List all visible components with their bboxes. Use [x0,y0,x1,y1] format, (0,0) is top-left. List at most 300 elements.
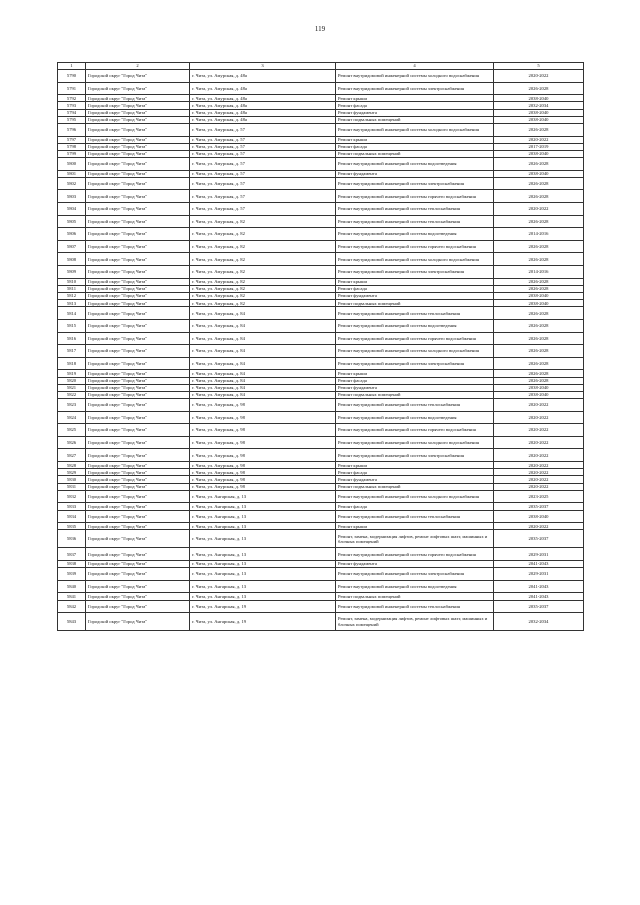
table-row [58,384,584,391]
work-type-cell: Ремонт подвальных помещений [336,150,494,157]
work-type-cell: Ремонт внутридомовой инженерной системы теплоснабжения [336,203,494,216]
owner-cell: Городской округ "Город Чита" [86,70,190,83]
table-row [58,593,584,600]
row-number-cell: 5835 [58,523,86,530]
period-cell: 2026-2028 [494,177,584,190]
address-cell: г. Чита, ул. Амурская, д. 48а [190,82,336,95]
table-row [58,285,584,292]
owner-cell: Городской округ "Город Чита" [86,469,190,476]
header-row [58,63,584,70]
table-row [58,190,584,203]
table-row [58,462,584,469]
owner-cell: Городской округ "Город Чита" [86,462,190,469]
owner-cell: Городской округ "Город Чита" [86,82,190,95]
table-row [58,490,584,503]
owner-cell: Городской округ "Город Чита" [86,332,190,345]
work-type-cell: Ремонт крыши [336,278,494,285]
table-row [58,449,584,462]
period-cell: 2038-2040 [494,109,584,116]
work-type-cell: Ремонт внутридомовой инженерной системы горячего водоснабжения [336,190,494,203]
period-cell: 2038-2040 [494,293,584,300]
work-type-cell: Ремонт внутридомовой инженерной системы холодного водоснабжения [336,123,494,136]
table-row [58,436,584,449]
owner-cell: Городской округ "Город Чита" [86,95,190,102]
address-cell: г. Чита, ул. Ангарская, д. 13 [190,568,336,581]
owner-cell: Городской округ "Город Чита" [86,449,190,462]
period-cell: 2020-2022 [494,399,584,412]
row-number-cell: 5801 [58,170,86,177]
row-number-cell: 5790 [58,70,86,83]
address-cell: г. Чита, ул. Амурская, д. 84 [190,377,336,384]
row-number-cell: 5792 [58,95,86,102]
table-row [58,469,584,476]
period-cell: 2041-2043 [494,560,584,567]
address-cell: г. Чита, ул. Амурская, д. 98 [190,399,336,412]
table-row [58,483,584,490]
work-type-cell: Ремонт внутридомовой инженерной системы холодного водоснабжения [336,70,494,83]
work-type-cell: Ремонт внутридомовой инженерной системы электроснабжения [336,568,494,581]
work-type-cell: Ремонт внутридомовой инженерной системы холодного водоснабжения [336,436,494,449]
table-row [58,580,584,593]
table-row [58,332,584,345]
row-number-cell: 5838 [58,560,86,567]
address-cell: г. Чита, ул. Амурская, д. 82 [190,228,336,241]
owner-cell: Городской округ "Город Чита" [86,424,190,437]
owner-cell: Городской округ "Город Чита" [86,158,190,171]
work-type-cell: Ремонт внутридомовой инженерной системы водоотведения [336,158,494,171]
period-cell: 2014-2016 [494,228,584,241]
repair-schedule-table [57,62,584,631]
period-cell: 2020-2022 [494,136,584,143]
row-number-cell: 5803 [58,190,86,203]
row-number-cell: 5809 [58,266,86,279]
address-cell: г. Чита, ул. Амурская, д. 84 [190,357,336,370]
address-cell: г. Чита, ул. Ангарская, д. 13 [190,523,336,530]
table-row [58,215,584,228]
row-number-cell: 5837 [58,548,86,561]
work-type-cell: Ремонт внутридомовой инженерной системы электроснабжения [336,177,494,190]
table-row [58,123,584,136]
owner-cell: Городской округ "Город Чита" [86,503,190,510]
row-number-cell: 5808 [58,253,86,266]
owner-cell: Городской округ "Город Чита" [86,436,190,449]
work-type-cell: Ремонт внутридомовой инженерной системы водоотведения [336,580,494,593]
table-row [58,300,584,307]
row-number-cell: 5814 [58,307,86,320]
owner-cell: Городской округ "Город Чита" [86,136,190,143]
address-cell: г. Чита, ул. Амурская, д. 98 [190,483,336,490]
work-type-cell: Ремонт внутридомовой инженерной системы горячего водоснабжения [336,424,494,437]
owner-cell: Городской округ "Город Чита" [86,170,190,177]
row-number-cell: 5828 [58,462,86,469]
address-cell: г. Чита, ул. Ангарская, д. 13 [190,548,336,561]
address-cell: г. Чита, ул. Амурская, д. 98 [190,462,336,469]
owner-cell: Городской округ "Город Чита" [86,228,190,241]
period-cell: 2020-2022 [494,469,584,476]
address-cell: г. Чита, ул. Амурская, д. 57 [190,150,336,157]
address-cell: г. Чита, ул. Амурская, д. 82 [190,285,336,292]
row-number-cell: 5796 [58,123,86,136]
address-cell: г. Чита, ул. Амурская, д. 48а [190,102,336,109]
owner-cell: Городской округ "Город Чита" [86,399,190,412]
owner-cell: Городской округ "Город Чита" [86,285,190,292]
work-type-cell: Ремонт внутридомовой инженерной системы холодного водоснабжения [336,345,494,358]
owner-cell: Городской округ "Город Чита" [86,384,190,391]
row-number-cell: 5836 [58,530,86,548]
address-cell: г. Чита, ул. Ангарская, д. 13 [190,530,336,548]
period-cell: 2026-2028 [494,319,584,332]
address-cell: г. Чита, ул. Ангарская, д. 13 [190,593,336,600]
work-type-cell: Ремонт внутридомовой инженерной системы горячего водоснабжения [336,548,494,561]
table-row [58,568,584,581]
table-row [58,293,584,300]
address-cell: г. Чита, ул. Амурская, д. 57 [190,123,336,136]
address-cell: г. Чита, ул. Амурская, д. 57 [190,177,336,190]
work-type-cell: Ремонт крыши [336,523,494,530]
work-type-cell: Ремонт крыши [336,136,494,143]
table-row [58,102,584,109]
table-row [58,548,584,561]
address-cell: г. Чита, ул. Амурская, д. 82 [190,293,336,300]
owner-cell: Городской округ "Город Чита" [86,123,190,136]
table-row [58,476,584,483]
row-number-cell: 5813 [58,300,86,307]
work-type-cell: Ремонт подвальных помещений [336,116,494,123]
owner-cell: Городской округ "Город Чита" [86,278,190,285]
work-type-cell: Ремонт внутридомовой инженерной системы электроснабжения [336,82,494,95]
address-cell: г. Чита, ул. Амурская, д. 98 [190,436,336,449]
owner-cell: Городской округ "Город Чита" [86,613,190,631]
period-cell: 2017-2019 [494,143,584,150]
address-cell: г. Чита, ул. Амурская, д. 84 [190,307,336,320]
owner-cell: Городской округ "Город Чита" [86,580,190,593]
work-type-cell: Ремонт внутридомовой инженерной системы теплоснабжения [336,600,494,613]
table-row [58,266,584,279]
period-cell: 2026-2028 [494,123,584,136]
work-type-cell: Ремонт фундамента [336,476,494,483]
period-cell: 2020-2022 [494,462,584,469]
row-number-cell: 5833 [58,503,86,510]
table-row [58,278,584,285]
table-row [58,503,584,510]
address-cell: г. Чита, ул. Амурская, д. 82 [190,215,336,228]
period-cell: 2038-2040 [494,510,584,523]
row-number-cell: 5811 [58,285,86,292]
work-type-cell: Ремонт фундамента [336,170,494,177]
owner-cell: Городской округ "Город Чита" [86,319,190,332]
period-cell: 2035-2037 [494,600,584,613]
work-type-cell: Ремонт фасада [336,143,494,150]
work-type-cell: Ремонт, замена, модернизация лифтов, ремонт лифтовых шахт, машинных и блочных помещений [336,530,494,548]
address-cell: г. Чита, ул. Амурская, д. 84 [190,345,336,358]
work-type-cell: Ремонт фасада [336,377,494,384]
work-type-cell: Ремонт внутридомовой инженерной системы холодного водоснабжения [336,253,494,266]
owner-cell: Городской округ "Город Чита" [86,530,190,548]
table-row [58,109,584,116]
period-cell: 2038-2040 [494,170,584,177]
row-number-cell: 5805 [58,215,86,228]
period-cell: 2026-2028 [494,357,584,370]
column-header: 2 [86,63,190,70]
owner-cell: Городской округ "Город Чита" [86,370,190,377]
period-cell: 2038-2040 [494,116,584,123]
row-number-cell: 5839 [58,568,86,581]
work-type-cell: Ремонт внутридомовой инженерной системы теплоснабжения [336,307,494,320]
period-cell: 2032-2034 [494,613,584,631]
table-row [58,150,584,157]
address-cell: г. Чита, ул. Амурская, д. 98 [190,411,336,424]
row-number-cell: 5816 [58,332,86,345]
period-cell: 2038-2040 [494,384,584,391]
period-cell: 2026-2028 [494,370,584,377]
work-type-cell: Ремонт внутридомовой инженерной системы горячего водоснабжения [336,240,494,253]
owner-cell: Городской округ "Город Чита" [86,293,190,300]
row-number-cell: 5823 [58,399,86,412]
row-number-cell: 5841 [58,593,86,600]
owner-cell: Городской округ "Город Чита" [86,203,190,216]
table-row [58,370,584,377]
owner-cell: Городской округ "Город Чита" [86,510,190,523]
period-cell: 2020-2022 [494,70,584,83]
work-type-cell: Ремонт подвальных помещений [336,391,494,398]
period-cell: 2020-2022 [494,483,584,490]
table-row [58,253,584,266]
owner-cell: Городской округ "Город Чита" [86,109,190,116]
owner-cell: Городской округ "Город Чита" [86,490,190,503]
address-cell: г. Чита, ул. Амурская, д. 48а [190,70,336,83]
address-cell: г. Чита, ул. Амурская, д. 57 [190,170,336,177]
row-number-cell: 5822 [58,391,86,398]
row-number-cell: 5797 [58,136,86,143]
table-row [58,228,584,241]
address-cell: г. Чита, ул. Амурская, д. 98 [190,424,336,437]
row-number-cell: 5820 [58,377,86,384]
work-type-cell: Ремонт внутридомовой инженерной системы электроснабжения [336,449,494,462]
work-type-cell: Ремонт фундамента [336,384,494,391]
row-number-cell: 5834 [58,510,86,523]
owner-cell: Городской округ "Город Чита" [86,560,190,567]
work-type-cell: Ремонт внутридомовой инженерной системы теплоснабжения [336,510,494,523]
row-number-cell: 5807 [58,240,86,253]
column-header: 1 [58,63,86,70]
address-cell: г. Чита, ул. Амурская, д. 57 [190,203,336,216]
period-cell: 2020-2022 [494,476,584,483]
row-number-cell: 5815 [58,319,86,332]
row-number-cell: 5812 [58,293,86,300]
address-cell: г. Чита, ул. Амурская, д. 57 [190,190,336,203]
period-cell: 2038-2040 [494,391,584,398]
row-number-cell: 5818 [58,357,86,370]
period-cell: 2020-2022 [494,411,584,424]
owner-cell: Городской округ "Город Чита" [86,568,190,581]
address-cell: г. Чита, ул. Амурская, д. 48а [190,116,336,123]
owner-cell: Городской округ "Город Чита" [86,307,190,320]
period-cell: 2041-2043 [494,593,584,600]
work-type-cell: Ремонт внутридомовой инженерной системы электроснабжения [336,266,494,279]
table-row [58,357,584,370]
address-cell: г. Чита, ул. Амурская, д. 82 [190,266,336,279]
owner-cell: Городской округ "Город Чита" [86,411,190,424]
row-number-cell: 5831 [58,483,86,490]
table-row [58,377,584,384]
work-type-cell: Ремонт подвальных помещений [336,483,494,490]
row-number-cell: 5840 [58,580,86,593]
period-cell: 2020-2022 [494,523,584,530]
row-number-cell: 5842 [58,600,86,613]
work-type-cell: Ремонт крыши [336,462,494,469]
table-row [58,82,584,95]
work-type-cell: Ремонт фасада [336,285,494,292]
address-cell: г. Чита, ул. Амурская, д. 84 [190,332,336,345]
work-type-cell: Ремонт внутридомовой инженерной системы водоотведения [336,411,494,424]
table-row [58,170,584,177]
address-cell: г. Чита, ул. Амурская, д. 48а [190,109,336,116]
table-row [58,177,584,190]
work-type-cell: Ремонт подвальных помещений [336,300,494,307]
row-number-cell: 5802 [58,177,86,190]
table-row [58,424,584,437]
table-row [58,345,584,358]
address-cell: г. Чита, ул. Амурская, д. 57 [190,143,336,150]
owner-cell: Городской округ "Город Чита" [86,266,190,279]
table-row [58,613,584,631]
row-number-cell: 5830 [58,476,86,483]
table-row [58,600,584,613]
address-cell: г. Чита, ул. Амурская, д. 84 [190,391,336,398]
period-cell: 2029-2031 [494,568,584,581]
work-type-cell: Ремонт внутридомовой инженерной системы водоотведения [336,228,494,241]
work-type-cell: Ремонт подвальных помещений [336,593,494,600]
address-cell: г. Чита, ул. Амурская, д. 82 [190,300,336,307]
owner-cell: Городской округ "Город Чита" [86,483,190,490]
row-number-cell: 5826 [58,436,86,449]
period-cell: 2026-2028 [494,253,584,266]
owner-cell: Городской округ "Город Чита" [86,215,190,228]
owner-cell: Городской округ "Город Чита" [86,300,190,307]
address-cell: г. Чита, ул. Амурская, д. 57 [190,158,336,171]
row-number-cell: 5819 [58,370,86,377]
address-cell: г. Чита, ул. Амурская, д. 82 [190,278,336,285]
table-row [58,510,584,523]
owner-cell: Городской округ "Город Чита" [86,391,190,398]
period-cell: 2026-2028 [494,158,584,171]
work-type-cell: Ремонт фасада [336,503,494,510]
row-number-cell: 5810 [58,278,86,285]
work-type-cell: Ремонт фасада [336,102,494,109]
period-cell: 2026-2028 [494,215,584,228]
period-cell: 2023-2025 [494,490,584,503]
period-cell: 2035-2037 [494,530,584,548]
table-row [58,560,584,567]
table-row [58,530,584,548]
period-cell: 2020-2022 [494,449,584,462]
row-number-cell: 5793 [58,102,86,109]
work-type-cell: Ремонт внутридомовой инженерной системы холодного водоснабжения [336,490,494,503]
work-type-cell: Ремонт фундамента [336,293,494,300]
owner-cell: Городской округ "Город Чита" [86,253,190,266]
period-cell: 2026-2028 [494,332,584,345]
table-row [58,136,584,143]
work-type-cell: Ремонт крыши [336,370,494,377]
period-cell: 2026-2028 [494,285,584,292]
address-cell: г. Чита, ул. Амурская, д. 98 [190,449,336,462]
owner-cell: Городской округ "Город Чита" [86,476,190,483]
address-cell: г. Чита, ул. Амурская, д. 98 [190,476,336,483]
column-header: 4 [336,63,494,70]
row-number-cell: 5817 [58,345,86,358]
period-cell: 2026-2028 [494,240,584,253]
owner-cell: Городской округ "Город Чита" [86,190,190,203]
work-type-cell: Ремонт фундамента [336,560,494,567]
table-row [58,70,584,83]
table-row [58,399,584,412]
table-row [58,319,584,332]
row-number-cell: 5804 [58,203,86,216]
address-cell: г. Чита, ул. Амурская, д. 57 [190,136,336,143]
address-cell: г. Чита, ул. Ангарская, д. 13 [190,490,336,503]
address-cell: г. Чита, ул. Ангарская, д. 19 [190,613,336,631]
period-cell: 2020-2022 [494,203,584,216]
period-cell: 2038-2040 [494,300,584,307]
owner-cell: Городской округ "Город Чита" [86,116,190,123]
period-cell: 2026-2028 [494,190,584,203]
row-number-cell: 5824 [58,411,86,424]
row-number-cell: 5832 [58,490,86,503]
address-cell: г. Чита, ул. Ангарская, д. 13 [190,503,336,510]
row-number-cell: 5799 [58,150,86,157]
owner-cell: Городской округ "Город Чита" [86,377,190,384]
page-number: 119 [314,25,326,33]
owner-cell: Городской округ "Город Чита" [86,143,190,150]
address-cell: г. Чита, ул. Амурская, д. 82 [190,240,336,253]
owner-cell: Городской округ "Город Чита" [86,150,190,157]
address-cell: г. Чита, ул. Амурская, д. 84 [190,319,336,332]
period-cell: 2029-2031 [494,548,584,561]
row-number-cell: 5829 [58,469,86,476]
period-cell: 2020-2022 [494,424,584,437]
period-cell: 2032-2034 [494,102,584,109]
table-row [58,411,584,424]
period-cell: 2026-2028 [494,307,584,320]
period-cell: 2026-2028 [494,82,584,95]
column-header: 3 [190,63,336,70]
owner-cell: Городской округ "Город Чита" [86,240,190,253]
address-cell: г. Чита, ул. Амурская, д. 98 [190,469,336,476]
period-cell: 2014-2016 [494,266,584,279]
owner-cell: Городской округ "Город Чита" [86,523,190,530]
owner-cell: Городской округ "Город Чита" [86,357,190,370]
row-number-cell: 5798 [58,143,86,150]
address-cell: г. Чита, ул. Амурская, д. 84 [190,384,336,391]
table-row [58,523,584,530]
table-row [58,391,584,398]
row-number-cell: 5821 [58,384,86,391]
period-cell: 2020-2022 [494,436,584,449]
address-cell: г. Чита, ул. Ангарская, д. 13 [190,510,336,523]
table-row [58,158,584,171]
period-cell: 2038-2040 [494,95,584,102]
table-body [58,70,584,631]
address-cell: г. Чита, ул. Амурская, д. 82 [190,253,336,266]
column-header: 5 [494,63,584,70]
period-cell: 2026-2028 [494,278,584,285]
row-number-cell: 5806 [58,228,86,241]
table-row [58,240,584,253]
table-row [58,203,584,216]
table-row [58,95,584,102]
owner-cell: Городской округ "Город Чита" [86,593,190,600]
row-number-cell: 5791 [58,82,86,95]
